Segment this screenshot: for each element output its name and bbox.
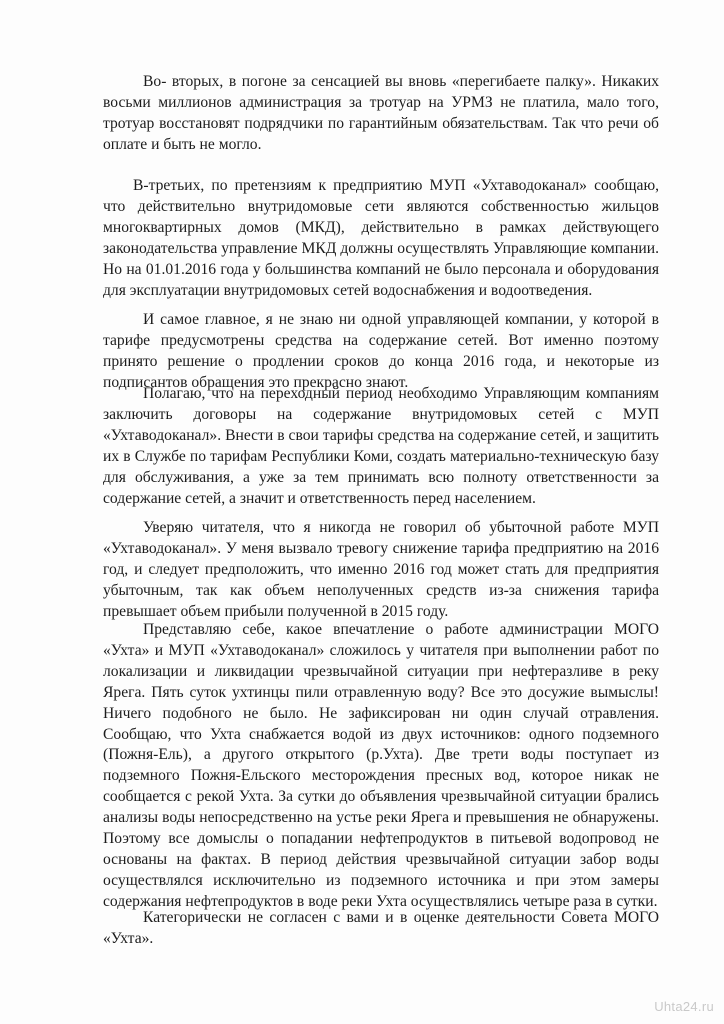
site-watermark: Uhta24.ru: [654, 999, 714, 1015]
paragraph-transition-period: Полагаю, что на переходный период необходимо Управляющим компаниям заключить договоры на содержание внутридомовых сетей с МУП «Ухтаводоканал». Внести в свои тарифы средства на содержание сетей, и защитить их в Службе по тарифам Республики Коми, создать материально-техническую базу для обслуживания, а уже за тем принимать всю полноту ответственности за содержание сетей, а значит и ответственность перед населением.: [103, 385, 659, 507]
paragraph-oil-spill: Представляю себе, какое впечатление о работе администрации МОГО «Ухта» и МУП «Ухтаводоканал» сложилось у читателя при выполнении работ по локализации и ликвидации чрезвычайной ситуации при нефтеразливе в реку Ярега. Пять суток ухтинцы пили отравленную воду? Все это досужие вымыслы! Ничего подобного не было. Не зафиксирован ни один случай отравления. Сообщаю, что Ухта снабжается водой из двух источников: одного подземного (Пожня-Ель), а другого открытого (р.Ухта). Две трети воды поступает из подземного Пожня-Ельского месторождения пресных вод, которое никак не сообщается с рекой Ухта. За сутки до объявления чрезвычайной ситуации брались анализы воды непосредственно на устье реки Ярега и превышения не обнаружены. Поэтому все домыслы о попадании нефтепродуктов в питьевой водопровод не основаны на фактах. В период действия чрезвычайной ситуации забор воды осуществлялся исключительно из подземного источника и при этом замеры содержания нефтепродуктов в воде реки Ухта осуществлялись четыре раза в сутки.: [103, 621, 659, 910]
paragraph-tariff-reduction: Уверяю читателя, что я никогда не говорил об убыточной работе МУП «Ухтаводоканал». У меня вызвало тревогу снижение тарифа предприятию на 2016 год, и следует предположить, что именно 2016 год может стать для предприятия убыточным, так как объем неполученных средств из-за снижения тарифа превышает объем прибыли полученной в 2015 году.: [103, 519, 659, 620]
paragraph-third-point: В-третьих, по претензиям к предприятию МУП «Ухтаводоканал» сообщаю, что действительно внутридомовые сети являются собственностью жильцов многоквартирных домов (МКД), действительно в рамках действующего законодательства управление МКД должны осуществлять Управляющие компании. Но на 01.01.2016 года у большинства компаний не было персонала и оборудования для эксплуатации внутридомовых сетей водоснабжения и водоотведения.: [103, 177, 659, 299]
paragraph-main-point: И самое главное, я не знаю ни одной управляющей компании, у которой в тарифе предусмотрены средства на содержание сетей. Вот именно поэтому принято решение о продлении сроков до конца 2016 года, и некоторые из подписантов обращения это прекрасно знают.: [103, 311, 659, 391]
paragraph-second-point: Во- вторых, в погоне за сенсацией вы вновь «перегибаете палку». Никаких восьми миллионов администрация за тротуар на УРМЗ не платила, мало того, тротуар восстановят подрядчики по гарантийным обязательствам. Так что речи об оплате и быть не могло.: [103, 73, 659, 153]
paragraph-council-disagreement: Категорически не согласен с вами и в оценке деятельности Совета МОГО «Ухта».: [103, 909, 659, 947]
